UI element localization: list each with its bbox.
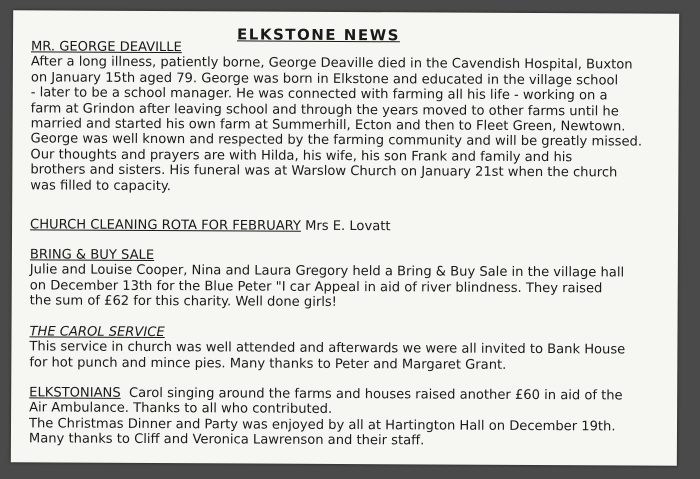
elkstonians-line: Many thanks to Cliff and Veronica Lawrenson and their staff. [28, 431, 425, 449]
obituary-line: Our thoughts and prayers are with Hilda, his wife, his son Frank and family and his [30, 147, 573, 166]
elkstonians-line: Air Ambulance. Thanks to all who contributed. [29, 400, 333, 418]
obituary-line: After a long illness, patiently borne, George Deaville died in the Cavendish Hospital, Buxton [30, 54, 633, 73]
bring-buy-line: the sum of £62 for this charity. Well done girls! [29, 293, 337, 311]
obituary-heading: MR. GEORGE DEAVILLE [30, 39, 182, 56]
elkstonians-line: Carol singing around the farms and houses raised another £60 in aid of the [128, 385, 623, 404]
cleaning-rota-heading: CHURCH CLEANING ROTA FOR FEBRUARY [30, 217, 301, 234]
obituary-line: - later to be a school manager. He was connected with farming all his life - working on a [30, 85, 608, 104]
cleaning-rota-section [30, 217, 670, 236]
obituary-line: brothers and sisters. His funeral was at Warslow Church on January 21st when the church [30, 162, 618, 181]
bring-buy-heading: BRING & BUY SALE [29, 247, 155, 264]
elkstonians-heading: ELKSTONIANS [29, 385, 121, 401]
bring-buy-section [30, 247, 670, 312]
carol-service-line: This service in church was well attended and afterwards we were all invited to Bank House [29, 339, 626, 358]
elkstonians-section [29, 385, 669, 450]
obituary-line: farm at Grindon after leaving school and through the years moved to other farms until he [30, 100, 619, 120]
obituary-section [30, 39, 671, 196]
obituary-line: was filled to capacity. [30, 178, 171, 194]
carol-service-section [29, 324, 669, 374]
cleaning-rota-name: Mrs E. Lovatt [305, 218, 391, 235]
bring-buy-line: Julie and Louise Cooper, Nina and Laura Gregory held a Bring & Buy Sale in the village hall [29, 262, 625, 281]
bring-buy-line: on December 13th for the Blue Peter "I car Appeal in aid of river blindness. They raised [29, 278, 603, 297]
elkstonians-line: The Christmas Dinner and Party was enjoyed by all at Hartington Hall on December 19th. [28, 416, 616, 435]
carol-service-heading: THE CAROL SERVICE [29, 324, 165, 341]
obituary-line: married and started his own farm at Summerhill, Ecton and then to Fleet Green, Newtown. [30, 116, 626, 135]
page-title: ELKSTONE NEWS [237, 25, 400, 45]
carol-service-line: for hot punch and mince pies. Many thanks to Peter and Margaret Grant. [29, 355, 507, 373]
obituary-line: on January 15th aged 79. George was born in Elkstone and educated in the village school [30, 70, 619, 89]
obituary-line: George was well known and respected by the farming community and will be greatly missed. [30, 131, 643, 150]
newspaper-clipping [11, 10, 679, 465]
